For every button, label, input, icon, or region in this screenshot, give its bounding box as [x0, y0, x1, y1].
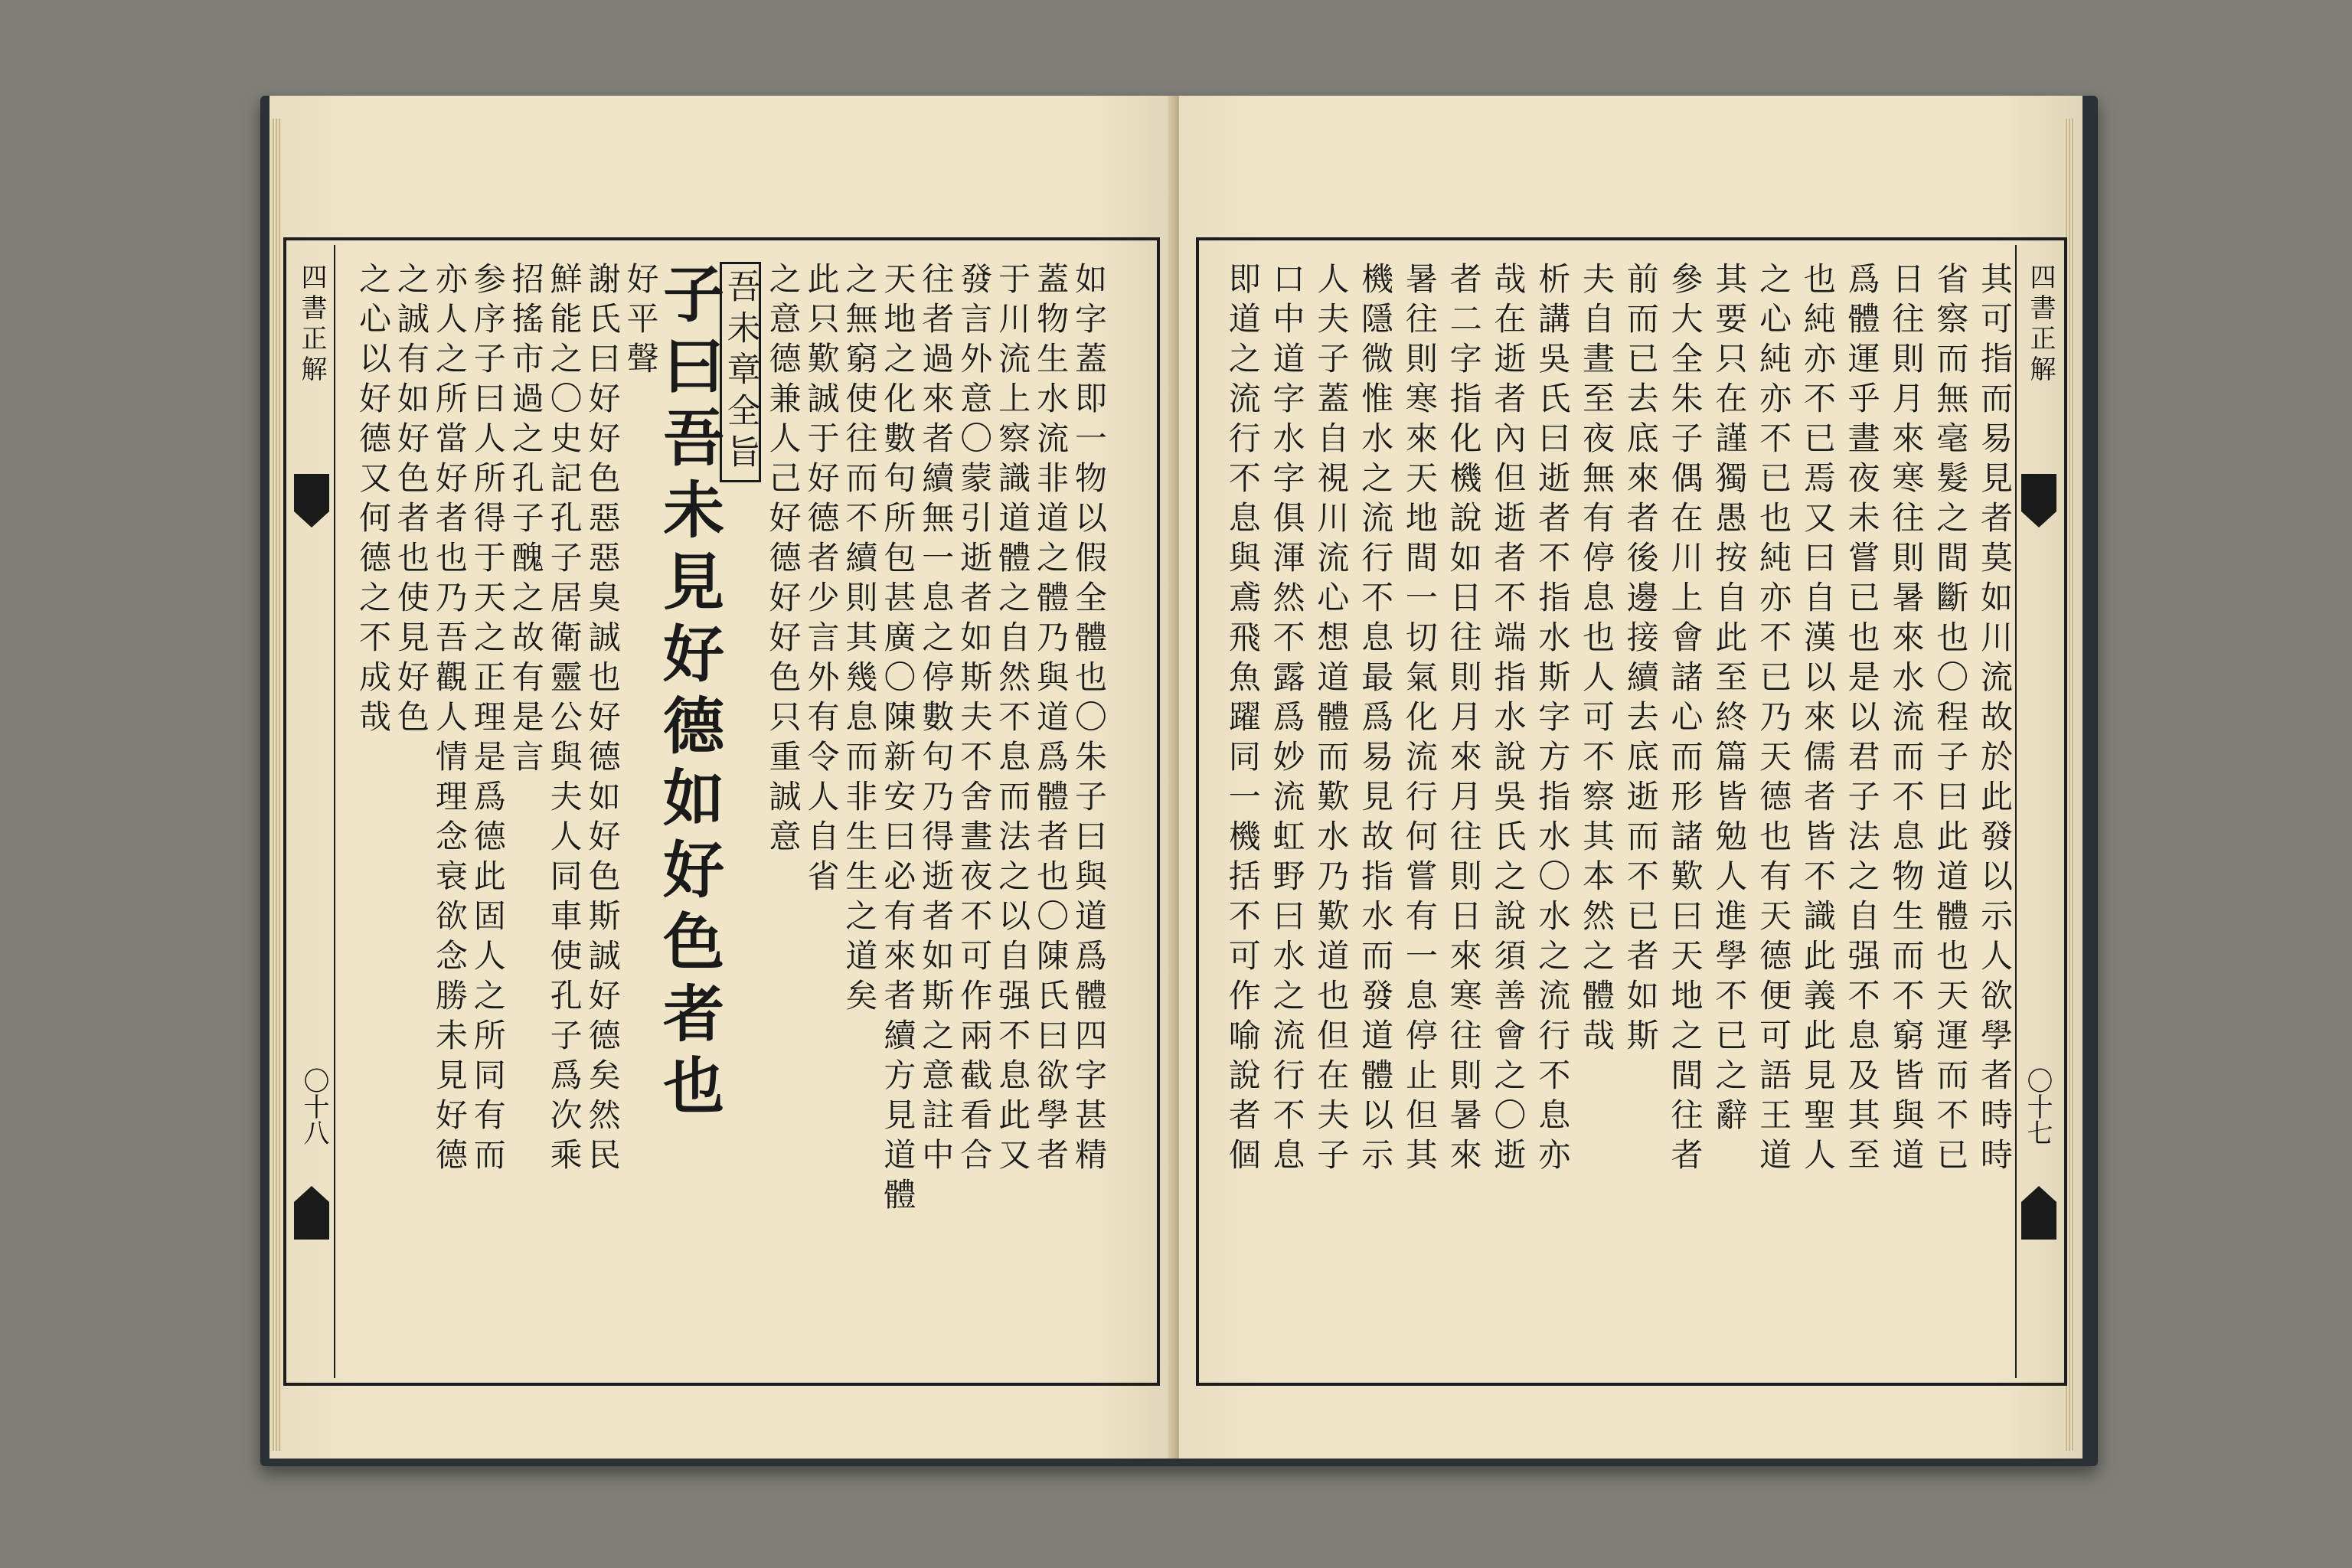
text-column: 鮮能之〇史記孔子居衛靈公與夫人同車使孔子爲次乘 — [545, 262, 583, 1178]
text-column: 前而已去底來者後邊接續去底逝而不已者如斯 — [1622, 262, 1660, 1058]
text-column: 此只歎誠于好德者少言外有令人自省 — [802, 262, 841, 899]
text-column: 夫自晝至夜無有停息也人可不察其本然之體哉 — [1577, 262, 1615, 1058]
right-spine-title: 四書正解 — [2025, 263, 2056, 386]
right-text-columns — [1214, 262, 2014, 1364]
text-column: 參大全朱子偶在川上會諸心而形諸歎曰天地之間往者 — [1666, 262, 1704, 1178]
text-column: 之無窮使往而不續則其幾息而非生生之道矣 — [841, 262, 879, 1018]
text-column: 口中道字水字俱渾然不露爲妙流虹野曰水之流行不息 — [1268, 262, 1306, 1178]
text-column: 于川流上察識道體之自然不息而法之以自强不息此又 — [994, 262, 1032, 1178]
right-folio: 〇十七 — [2022, 1067, 2053, 1145]
text-column: 天地之化數句所包甚廣〇陳新安曰必有來者續方見道體 — [879, 262, 917, 1217]
spine-rule — [2015, 245, 2017, 1378]
text-column: 人夫子蓋自視川流心想道體而歎水乃歎道也但在夫子 — [1312, 262, 1351, 1178]
left-folio: 〇十八 — [299, 1067, 329, 1145]
text-column: 者二字指化機說如日往則月來月往則日來寒往則暑來 — [1445, 262, 1483, 1178]
spine-rule — [334, 245, 335, 1378]
left-text-frame — [283, 237, 1160, 1386]
open-book — [260, 88, 2098, 1474]
left-spine-title: 四書正解 — [296, 263, 327, 386]
text-column: 省察而無毫髮之間斷也〇程子曰此道體也天運而不已 — [1932, 262, 1970, 1178]
text-column: 發言外意〇蒙引逝者如斯夫不舍晝夜不可作兩截看合 — [956, 262, 994, 1178]
text-column: 如字蓋即一物以假全體也〇朱子曰與道爲體四字甚精 — [1070, 262, 1108, 1178]
text-column: 之誠有如好色者也使見好色 — [392, 262, 430, 740]
text-column: 之意德兼人己好德好好色只重誠意 — [764, 262, 802, 859]
text-column: 之心以好德又何德之不成哉 — [354, 262, 392, 740]
left-text-columns — [351, 262, 1108, 1364]
text-column: 也純亦不已焉又曰自漢以來儒者皆不識此義此見聖人 — [1798, 262, 1837, 1178]
text-column: 亦人之所當好者也乃吾觀人情理念衰欲念勝未見好德 — [430, 262, 469, 1178]
text-column: 析講吳氏曰逝者不指水斯字方指水〇水之流行不息亦 — [1534, 262, 1572, 1178]
left-page — [270, 96, 1175, 1459]
text-column — [720, 262, 761, 1364]
text-column: 之心純亦不已也純亦不已乃天德也有天德便可語王道 — [1755, 262, 1793, 1178]
text-column: 招搖市過之孔子醜之故有是言 — [507, 262, 545, 779]
text-column: 往者過來者續無一息之停數句乃得逝者如斯之意註中 — [917, 262, 956, 1178]
text-column: 蓋物生水流非道之體乃與道爲體者也〇陳氏曰欲學者 — [1032, 262, 1070, 1178]
text-column: 哉在逝者內但逝者不端指水說吳氏之說須善會之〇逝 — [1489, 262, 1527, 1178]
right-page — [1179, 96, 2082, 1459]
text-column: 参序子曰人所得于天之正理是爲德此固人之所同有而 — [469, 262, 507, 1178]
right-text-frame — [1196, 237, 2067, 1386]
text-column: 好平聲 — [622, 262, 660, 381]
page-edge-left — [271, 119, 282, 1451]
text-column: 暑往則寒來天地間一切氣化流行何嘗有一息停止但其 — [1400, 262, 1439, 1178]
text-column: 機隱微惟水之流行不息最爲易見故指水而發道體以示 — [1357, 262, 1395, 1178]
text-column: 其要只在謹獨愚按自此至終篇皆勉人進學不已之辭 — [1710, 262, 1749, 1138]
chapter-heading-box: 吾未章全旨 — [720, 262, 761, 482]
text-column: 日往則月來寒往則暑來水流而不息物生而不窮皆與道 — [1887, 262, 1926, 1178]
text-column: 即道之流行不息與鳶飛魚躍同一機括不可作喻說者個 — [1223, 262, 1262, 1178]
text-column: 其可指而易見者莫如川流故於此發以示人欲學者時時 — [1976, 262, 2014, 1178]
text-column: 謝氏曰好好色惡惡臭誠也好德如好色斯誠好德矣然民 — [583, 262, 622, 1178]
text-column: 爲體運乎晝夜未嘗已也是以君子法之自强不息及其至 — [1843, 262, 1881, 1178]
text-column: 子曰吾未見好德如好色者也 — [652, 262, 725, 1125]
